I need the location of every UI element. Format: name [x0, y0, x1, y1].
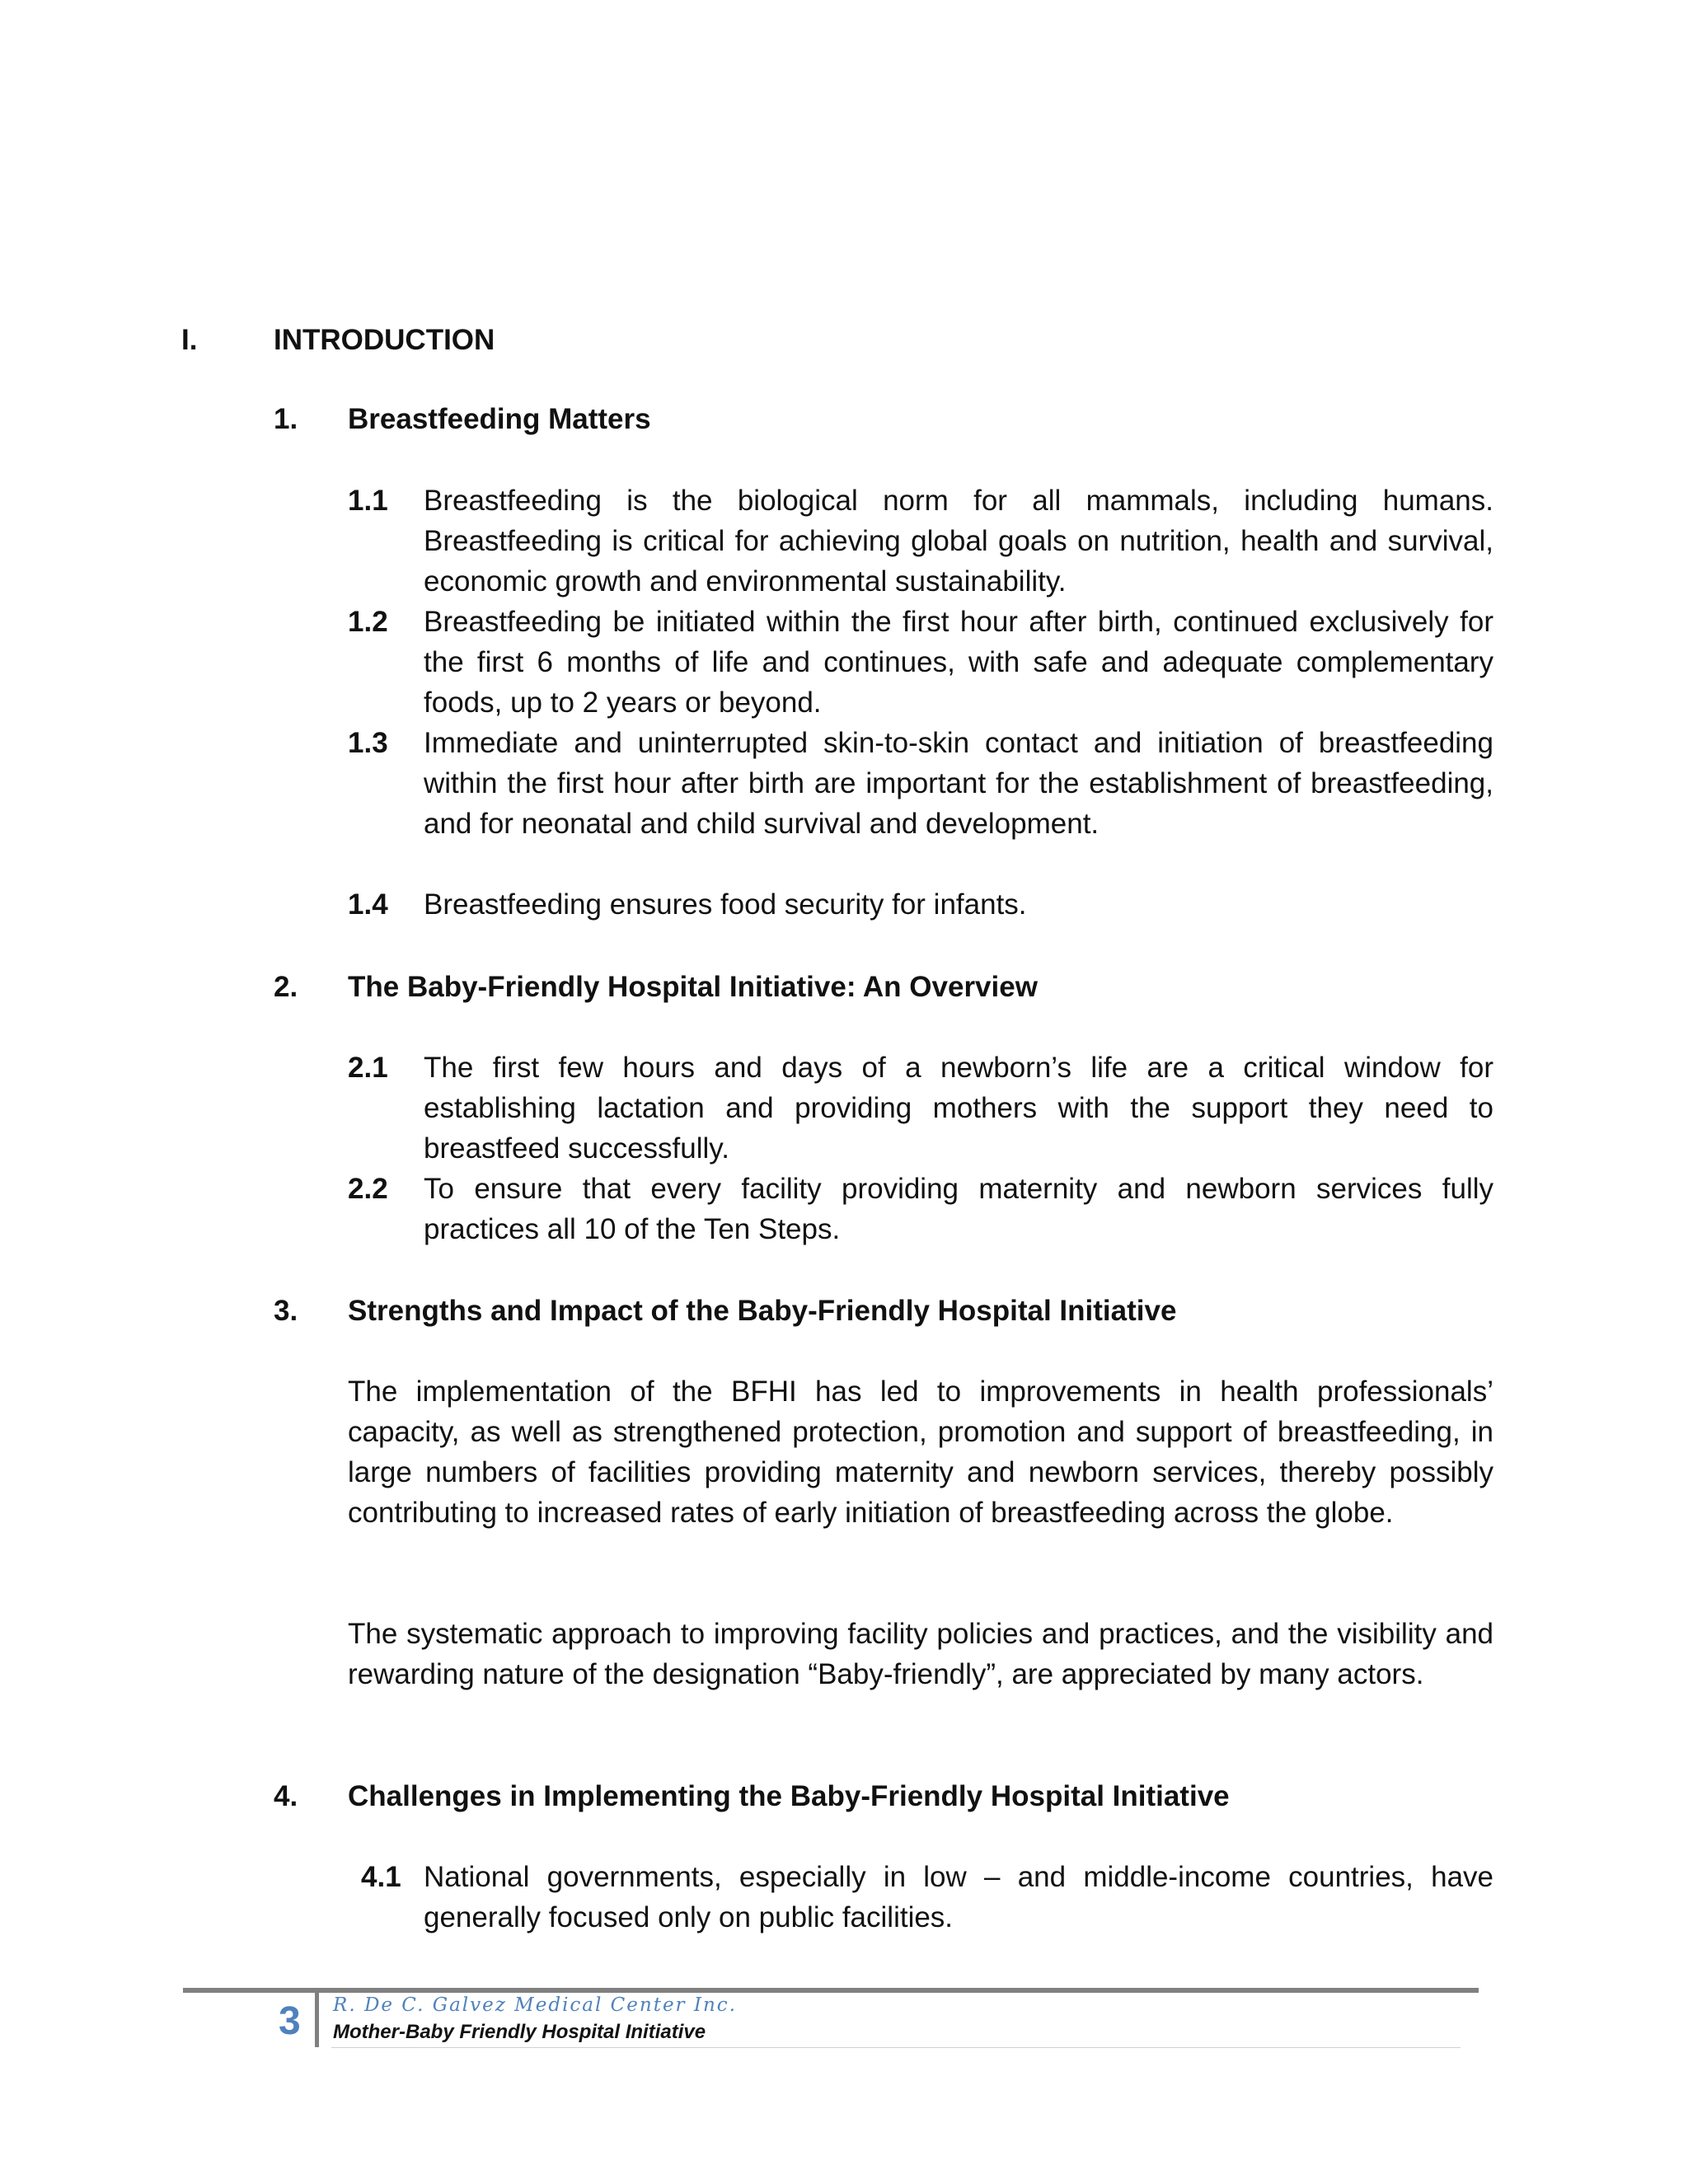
section-title: INTRODUCTION [274, 324, 495, 356]
footer-document-title: Mother-Baby Friendly Hospital Initiative [333, 2021, 706, 2043]
paragraph-3-2: The systematic approach to improving facility policies and practices, and the visibility and rewarding nature of the designation “Baby-friendly”, are appreciated by many actors. [348, 1618, 1493, 1690]
list-item-1-1: 1.1 Breastfeeding is the biological norm for all mammals, including humans. Breastfeeding is critical for achieving global goals on nutrition, health and survival, economic growth and environmental sustainability. [348, 485, 1493, 598]
list-item-4-1: 4.1 National governments, especially in low – and middle-income countries, have generally focused only on public facilities. [361, 1861, 1493, 1933]
list-item-1-2: 1.2 Breastfeeding be initiated within the first hour after birth, continued exclusively for the first 6 months of life and continues, with safe and adequate complementary foods, up to 2 years or beyond. [348, 606, 1493, 719]
list-item-2-2: 2.2 To ensure that every facility providing maternity and newborn services fully practices all 10 of the Ten Steps. [348, 1173, 1493, 1245]
paragraph-3-1: The implementation of the BFHI has led to improvements in health professionals’ capacity, as well as strengthened protection, promotion and support of breastfeeding, in large numbers of facilities providing maternity and newborn services, thereby possibly contributing to increased rates of early initiation of breastfeeding across the globe. [348, 1376, 1493, 1529]
page-number: 3 [279, 1999, 301, 2043]
section-number: I. [181, 324, 198, 356]
footer-organization: R. De C. Galvez Medical Center Inc. [333, 1994, 737, 2016]
list-item-2-1: 2.1 The first few hours and days of a newborn’s life are a critical window for establishing lactation and providing mothers with the support they need to breastfeed successfully. [348, 1052, 1493, 1165]
list-item-1-3: 1.3 Immediate and uninterrupted skin-to-skin contact and initiation of breastfeeding within the first hour after birth are important for the establishment of breastfeeding, and for neonatal and child survival and development. [348, 727, 1493, 840]
list-item-1-4: 1.4 Breastfeeding ensures food security for infants. [348, 888, 1027, 921]
footer-divider [315, 1993, 319, 2047]
document-page: I. INTRODUCTION 1. Breastfeeding Matters 1.1 Breastfeeding is the biological norm for all mammals, including humans. Breastfeeding is critical for achieving global goals on nutrition, health and survival, economic growth and environmental sustainability. 1.2 Breastfeeding be initiated within the first hour after birth, continued exclusively for the first 6 months of life and continues, with safe and adequate complementary foods, up to 2 years or beyond. 1.3 Immediate and uninterrupted skin-to-skin contact and initiation of breastfeeding within the first hour after birth are important for the establishment of breastfeeding, and for neonatal and child survival and development. 1.4 Breastfeeding ensures food security for infants. 2. The Baby-Friendly Hospital Initiative: An Overview 2.1 The first few hours and days of a newborn’s life are a critical window for establishing lactation and providing mothers with the support they need to breastfeed successfully. 2.2 To ensure that every facility providing maternity and newborn services fully practices all 10 of the Ten Steps. 3. Strengths and Impact of the Baby-Friendly Hospital Initiative The implementation of the BFHI has led to improvements in health professionals’ capacity, as well as strengthened protection, promotion and support of breastfeeding, in large numbers of facilities providing maternity and newborn services, thereby possibly contributing to increased rates of early initiation of breastfeeding across the globe. The systematic approach to improving facility policies and practices, and the visibility and rewarding nature of the designation “Baby-friendly”, are appreciated by many actors. 4. Challenges in Implementing the Baby-Friendly Hospital Initiative 4.1 National governments, especially in low – and middle-income countries, have generally focused only on public facilities. 3 R. De C. Galvez Medical Center Inc. Mother-Baby Friendly Hospital Initiative [0, 0, 1688, 2184]
footer-underline [331, 2047, 1461, 2048]
footer-rule [183, 1988, 1479, 1993]
